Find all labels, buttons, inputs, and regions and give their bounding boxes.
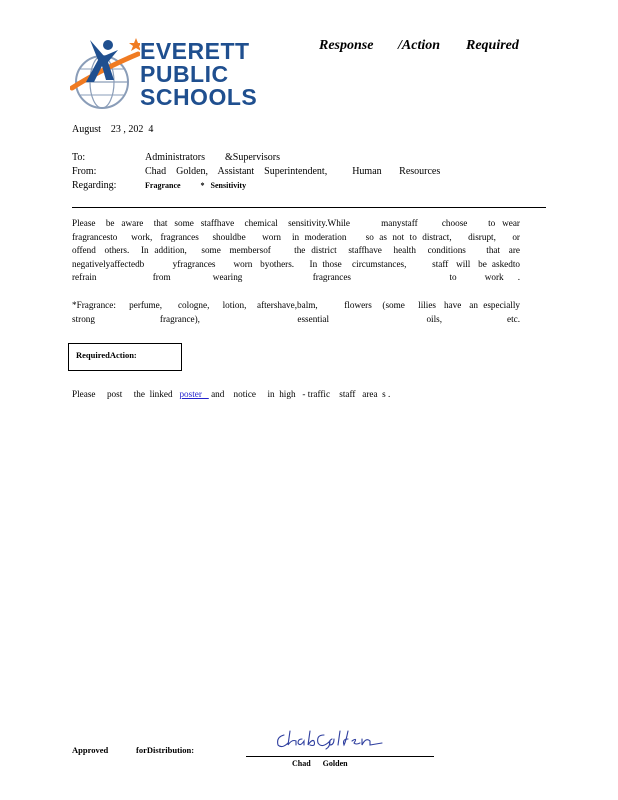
from-value: Chad Golden, Assistant Superintendent, Human Resources	[145, 166, 441, 177]
header-action: /Action	[398, 38, 441, 53]
body-paragraph-1	[72, 217, 520, 285]
from-label: From:	[72, 166, 97, 177]
para1-line-1: Please be aware that some staffhave chemical sensitivity.While manystaff choose to wear	[72, 218, 520, 228]
poster-link[interactable]: poster	[179, 389, 209, 399]
action-text-after: and notice in high - traffic staff area s .	[208, 389, 391, 399]
regarding-value: Fragrance * Sensitivity	[145, 181, 247, 190]
to-value: Administrators &Supervisors	[145, 152, 280, 163]
para2-line-2: strong fragrance), essential oils, etc.	[72, 313, 520, 324]
required-action-box	[68, 343, 182, 371]
to-label: To:	[72, 152, 86, 163]
para1-line-4: negativelyaffectedb yfragrances worn byothers. In those circumstances, staff will be askedto	[72, 258, 520, 269]
body-paragraph-2	[72, 299, 520, 326]
action-text	[72, 389, 390, 399]
header-divider	[72, 207, 546, 208]
memo-date: August 23 , 202 4	[72, 124, 154, 135]
para2-line-1: *Fragrance: perfume, cologne, lotion, aftershave,balm, flowers (some lilies have an especially	[72, 300, 520, 310]
required-action-label: RequiredAction:	[76, 350, 137, 360]
header-required: Required	[466, 38, 519, 53]
para1-line-2: fragrancesto work, fragrances shouldbe worn in moderation so as not to distract, disrupt, or	[72, 231, 520, 242]
action-text-before: Please post the linked	[72, 389, 180, 399]
logo-emblem-icon	[70, 36, 140, 114]
logo-line-1: EVERETT	[140, 38, 250, 64]
logo-wordmark	[140, 40, 257, 109]
signature-line	[246, 756, 434, 757]
approved-label: Approved	[72, 745, 109, 755]
header-response: Response	[319, 38, 374, 53]
regarding-label: Regarding:	[72, 180, 117, 191]
logo-line-3: SCHOOLS	[140, 84, 258, 110]
para1-line-3: offend others. In addition, some membersof the district staffhave health conditions that are	[72, 245, 520, 256]
distribution-label: forDistribution:	[136, 745, 195, 755]
district-logo	[70, 36, 258, 114]
signer-name: Chad Golden	[292, 759, 348, 768]
para1-line-5: refrain from wearing fragrances to work .	[72, 272, 520, 283]
logo-line-2: PUBLIC	[140, 61, 229, 87]
signature-icon	[274, 727, 384, 753]
handwritten-signature	[274, 727, 384, 753]
